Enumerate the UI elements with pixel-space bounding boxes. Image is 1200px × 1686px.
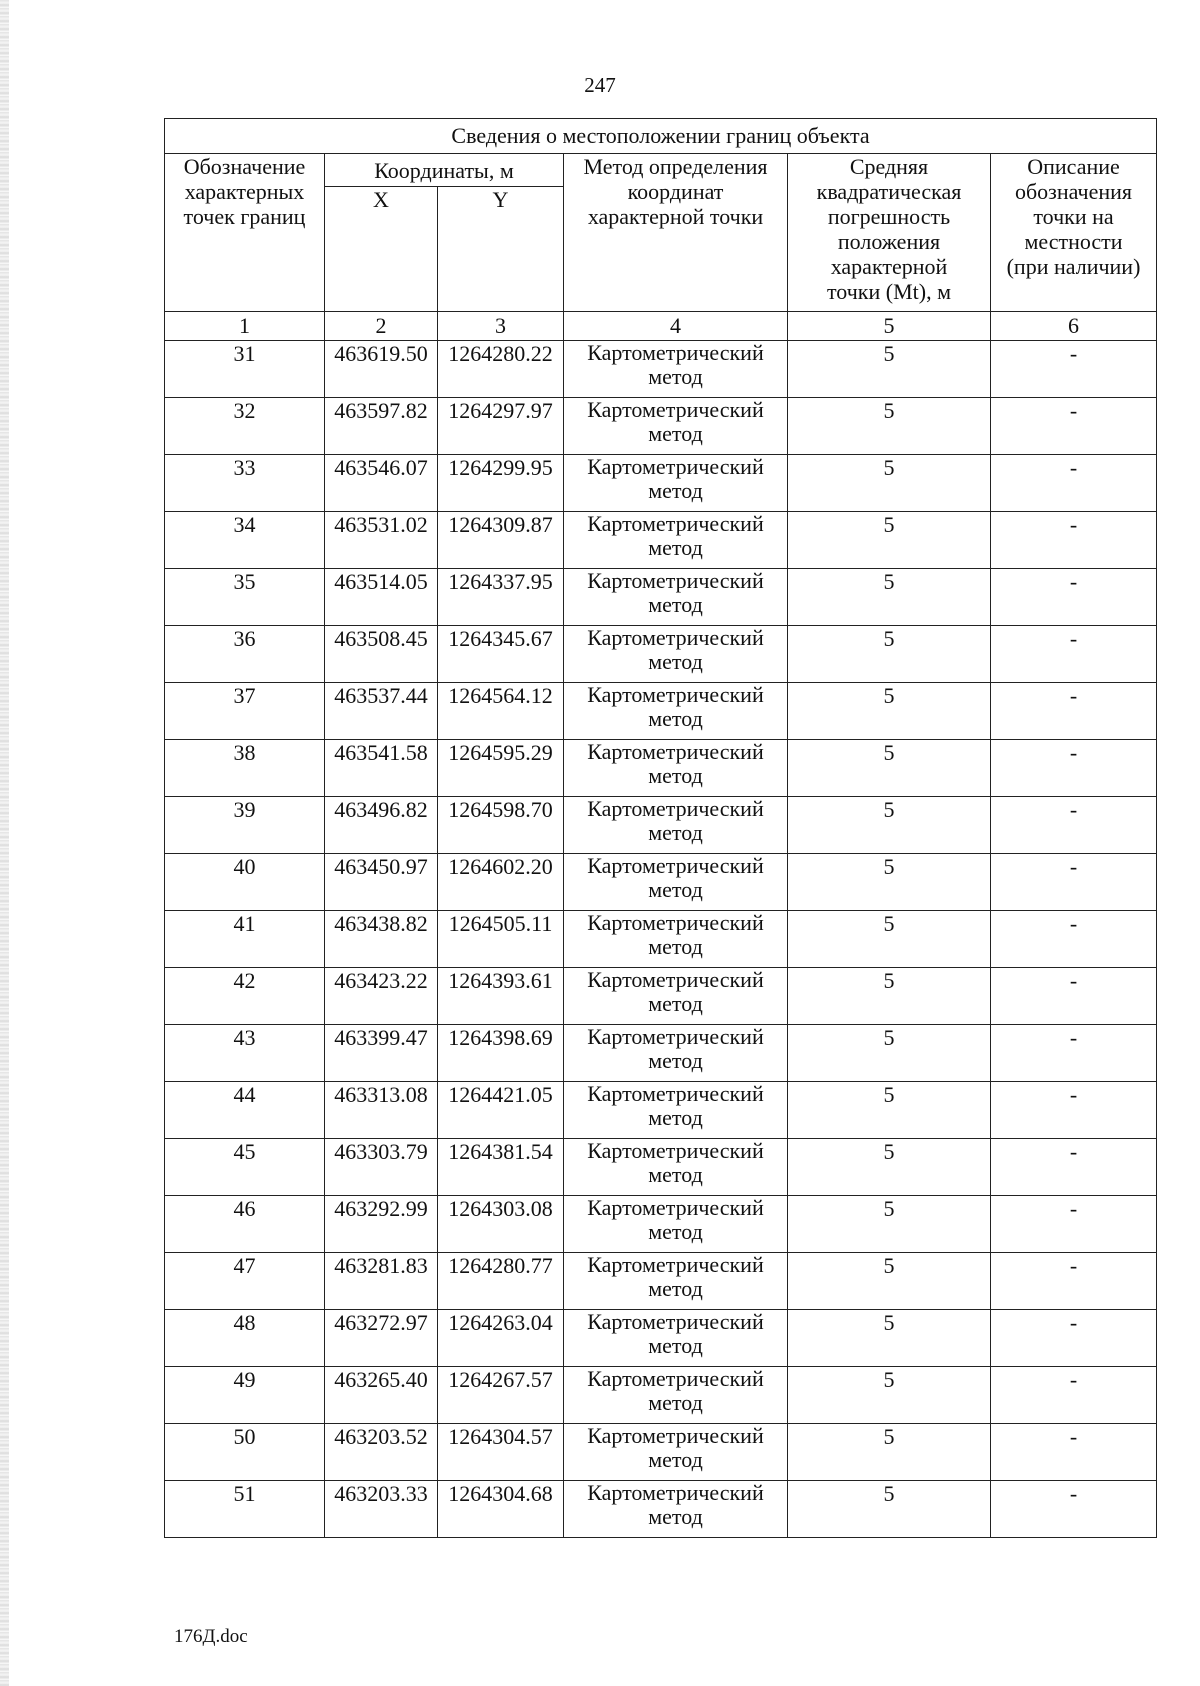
header-mean-square-error (788, 154, 991, 312)
method-line: метод (648, 535, 703, 560)
x-coordinate-cell: 463496.82 (325, 797, 438, 854)
method-line: Картометрический (587, 1024, 764, 1049)
method-line: Картометрический (587, 1081, 764, 1106)
x-coordinate-cell: 463272.97 (325, 1310, 438, 1367)
y-coordinate-cell: 1264595.29 (438, 740, 564, 797)
y-coordinate-cell: 1264393.61 (438, 968, 564, 1025)
method-line: Картометрический (587, 1366, 764, 1391)
point-cell: 33 (165, 455, 325, 512)
method-cell (564, 1367, 788, 1424)
error-cell: 5 (788, 854, 991, 911)
y-coordinate-cell: 1264304.57 (438, 1424, 564, 1481)
y-coordinate-cell: 1264505.11 (438, 911, 564, 968)
method-line: Картометрический (587, 1423, 764, 1448)
method-line: метод (648, 478, 703, 503)
boundary-coordinates-table (164, 118, 1157, 1538)
method-line: метод (648, 820, 703, 845)
error-cell: 5 (788, 740, 991, 797)
header-point-designation (165, 154, 325, 312)
error-cell: 5 (788, 1367, 991, 1424)
method-cell (564, 1082, 788, 1139)
error-cell: 5 (788, 1139, 991, 1196)
method-line: Картометрический (587, 1252, 764, 1277)
method-cell (564, 968, 788, 1025)
header-y: Y (438, 187, 564, 312)
table-row (165, 569, 1157, 626)
point-cell: 43 (165, 1025, 325, 1082)
method-cell (564, 626, 788, 683)
y-coordinate-cell: 1264598.70 (438, 797, 564, 854)
description-cell: - (991, 341, 1157, 398)
error-cell: 5 (788, 1196, 991, 1253)
description-cell: - (991, 1196, 1157, 1253)
point-cell: 36 (165, 626, 325, 683)
x-coordinate-cell: 463313.08 (325, 1082, 438, 1139)
point-cell: 47 (165, 1253, 325, 1310)
method-line: Картометрический (587, 1480, 764, 1505)
description-cell: - (991, 1310, 1157, 1367)
header-method-line: Метод определения (583, 154, 768, 179)
table-row (165, 1253, 1157, 1310)
column-number: 3 (438, 312, 564, 341)
header-error-line: квадратическая (816, 179, 962, 204)
column-number: 5 (788, 312, 991, 341)
page-number: 247 (584, 73, 616, 97)
x-coordinate-cell: 463450.97 (325, 854, 438, 911)
method-line: Картометрический (587, 625, 764, 650)
x-coordinate-cell: 463508.45 (325, 626, 438, 683)
method-cell (564, 455, 788, 512)
error-cell: 5 (788, 1481, 991, 1538)
column-number: 1 (165, 312, 325, 341)
x-coordinate-cell: 463597.82 (325, 398, 438, 455)
header-method-line: координат (627, 179, 724, 204)
error-cell: 5 (788, 569, 991, 626)
method-cell (564, 569, 788, 626)
table-row (165, 1082, 1157, 1139)
description-cell: - (991, 626, 1157, 683)
y-coordinate-cell: 1264303.08 (438, 1196, 564, 1253)
method-line: метод (648, 421, 703, 446)
header-point-line: характерных (184, 179, 305, 204)
method-cell (564, 797, 788, 854)
y-coordinate-cell: 1264398.69 (438, 1025, 564, 1082)
method-line: Картометрический (587, 340, 764, 365)
error-cell: 5 (788, 1424, 991, 1481)
description-cell: - (991, 854, 1157, 911)
header-coordinates: Координаты, м (325, 154, 564, 187)
method-line: Картометрический (587, 1195, 764, 1220)
x-coordinate-cell: 463546.07 (325, 455, 438, 512)
method-line: метод (648, 1447, 703, 1472)
method-line: метод (648, 1276, 703, 1301)
point-cell: 42 (165, 968, 325, 1025)
method-cell (564, 911, 788, 968)
x-coordinate-cell: 463541.58 (325, 740, 438, 797)
column-number: 6 (991, 312, 1157, 341)
x-coordinate-cell: 463303.79 (325, 1139, 438, 1196)
table-row (165, 797, 1157, 854)
error-cell: 5 (788, 455, 991, 512)
table-title: Сведения о местоположении границ объекта (165, 119, 1157, 154)
method-cell (564, 1310, 788, 1367)
y-coordinate-cell: 1264263.04 (438, 1310, 564, 1367)
error-cell: 5 (788, 1082, 991, 1139)
method-line: метод (648, 1333, 703, 1358)
x-coordinate-cell: 463203.33 (325, 1481, 438, 1538)
x-coordinate-cell: 463265.40 (325, 1367, 438, 1424)
method-line: Картометрический (587, 682, 764, 707)
header-error-line: точки (Mt), м (826, 279, 952, 304)
method-line: Картометрический (587, 853, 764, 878)
x-coordinate-cell: 463423.22 (325, 968, 438, 1025)
error-cell: 5 (788, 398, 991, 455)
table-row (165, 1367, 1157, 1424)
y-coordinate-cell: 1264345.67 (438, 626, 564, 683)
point-cell: 40 (165, 854, 325, 911)
header-method (564, 154, 788, 312)
y-coordinate-cell: 1264564.12 (438, 683, 564, 740)
error-cell: 5 (788, 341, 991, 398)
method-line: метод (648, 1219, 703, 1244)
error-cell: 5 (788, 1025, 991, 1082)
point-cell: 44 (165, 1082, 325, 1139)
y-coordinate-cell: 1264602.20 (438, 854, 564, 911)
method-line: метод (648, 706, 703, 731)
header-description-line: Описание (1027, 154, 1120, 179)
method-cell (564, 683, 788, 740)
header-point-line: Обозначение (183, 154, 306, 179)
method-line: метод (648, 763, 703, 788)
method-cell (564, 341, 788, 398)
method-line: метод (648, 592, 703, 617)
header-point-line: точек границ (183, 204, 306, 229)
table-row (165, 626, 1157, 683)
y-coordinate-cell: 1264267.57 (438, 1367, 564, 1424)
table-row (165, 1025, 1157, 1082)
description-cell: - (991, 398, 1157, 455)
point-cell: 34 (165, 512, 325, 569)
description-cell: - (991, 1424, 1157, 1481)
x-coordinate-cell: 463203.52 (325, 1424, 438, 1481)
description-cell: - (991, 1253, 1157, 1310)
method-cell (564, 1196, 788, 1253)
y-coordinate-cell: 1264337.95 (438, 569, 564, 626)
method-line: метод (648, 1390, 703, 1415)
description-cell: - (991, 1481, 1157, 1538)
y-coordinate-cell: 1264421.05 (438, 1082, 564, 1139)
method-cell (564, 854, 788, 911)
method-line: метод (648, 934, 703, 959)
point-cell: 49 (165, 1367, 325, 1424)
point-cell: 37 (165, 683, 325, 740)
method-line: Картометрический (587, 454, 764, 479)
y-coordinate-cell: 1264280.77 (438, 1253, 564, 1310)
header-description-line: точки на (1033, 204, 1114, 229)
header-error-line: положения (837, 229, 941, 254)
x-coordinate-cell: 463537.44 (325, 683, 438, 740)
column-number-row (165, 312, 1157, 341)
table-row (165, 341, 1157, 398)
point-cell: 31 (165, 341, 325, 398)
header-description (991, 154, 1157, 312)
point-cell: 38 (165, 740, 325, 797)
description-cell: - (991, 1025, 1157, 1082)
x-coordinate-cell: 463531.02 (325, 512, 438, 569)
column-number: 2 (325, 312, 438, 341)
method-line: Картометрический (587, 397, 764, 422)
table-row (165, 683, 1157, 740)
method-cell (564, 398, 788, 455)
table-row (165, 1424, 1157, 1481)
method-line: метод (648, 364, 703, 389)
description-cell: - (991, 740, 1157, 797)
point-cell: 45 (165, 1139, 325, 1196)
description-cell: - (991, 911, 1157, 968)
table-row (165, 512, 1157, 569)
column-number: 4 (564, 312, 788, 341)
error-cell: 5 (788, 968, 991, 1025)
header-description-line: местности (1024, 229, 1123, 254)
description-cell: - (991, 1082, 1157, 1139)
method-line: Картометрический (587, 739, 764, 764)
description-cell: - (991, 512, 1157, 569)
table-row (165, 1310, 1157, 1367)
method-line: метод (648, 1504, 703, 1529)
y-coordinate-cell: 1264309.87 (438, 512, 564, 569)
error-cell: 5 (788, 1310, 991, 1367)
header-x: X (325, 187, 438, 312)
header-error-line: характерной (830, 254, 948, 279)
table-row (165, 854, 1157, 911)
table-row (165, 1481, 1157, 1538)
document-filename: 176Д.doc (174, 1626, 248, 1647)
description-cell: - (991, 797, 1157, 854)
description-cell: - (991, 455, 1157, 512)
scan-edge (0, 0, 9, 1686)
y-coordinate-cell: 1264280.22 (438, 341, 564, 398)
table-body (165, 341, 1157, 1538)
y-coordinate-cell: 1264299.95 (438, 455, 564, 512)
method-line: метод (648, 991, 703, 1016)
description-cell: - (991, 683, 1157, 740)
method-cell (564, 1025, 788, 1082)
description-cell: - (991, 968, 1157, 1025)
error-cell: 5 (788, 512, 991, 569)
method-line: метод (648, 649, 703, 674)
point-cell: 39 (165, 797, 325, 854)
table-row (165, 911, 1157, 968)
method-cell (564, 1139, 788, 1196)
method-cell (564, 740, 788, 797)
x-coordinate-cell: 463281.83 (325, 1253, 438, 1310)
header-description-line: (при наличии) (1006, 254, 1141, 279)
description-cell: - (991, 569, 1157, 626)
point-cell: 41 (165, 911, 325, 968)
method-line: Картометрический (587, 1309, 764, 1334)
table-row (165, 455, 1157, 512)
method-line: Картометрический (587, 511, 764, 536)
method-cell (564, 512, 788, 569)
method-line: Картометрический (587, 967, 764, 992)
method-line: Картометрический (587, 796, 764, 821)
y-coordinate-cell: 1264304.68 (438, 1481, 564, 1538)
table-row (165, 740, 1157, 797)
method-cell (564, 1424, 788, 1481)
error-cell: 5 (788, 626, 991, 683)
x-coordinate-cell: 463619.50 (325, 341, 438, 398)
header-description-line: обозначения (1014, 179, 1133, 204)
method-line: Картометрический (587, 568, 764, 593)
point-cell: 48 (165, 1310, 325, 1367)
point-cell: 51 (165, 1481, 325, 1538)
description-cell: - (991, 1139, 1157, 1196)
method-line: Картометрический (587, 1138, 764, 1163)
x-coordinate-cell: 463514.05 (325, 569, 438, 626)
error-cell: 5 (788, 683, 991, 740)
method-line: Картометрический (587, 910, 764, 935)
y-coordinate-cell: 1264297.97 (438, 398, 564, 455)
method-line: метод (648, 1162, 703, 1187)
point-cell: 35 (165, 569, 325, 626)
table-row (165, 1139, 1157, 1196)
header-error-line: погрешность (827, 204, 951, 229)
point-cell: 46 (165, 1196, 325, 1253)
method-line: метод (648, 1105, 703, 1130)
x-coordinate-cell: 463438.82 (325, 911, 438, 968)
x-coordinate-cell: 463292.99 (325, 1196, 438, 1253)
method-cell (564, 1481, 788, 1538)
method-cell (564, 1253, 788, 1310)
x-coordinate-cell: 463399.47 (325, 1025, 438, 1082)
method-line: метод (648, 877, 703, 902)
description-cell: - (991, 1367, 1157, 1424)
point-cell: 50 (165, 1424, 325, 1481)
table-row (165, 968, 1157, 1025)
error-cell: 5 (788, 1253, 991, 1310)
method-line: метод (648, 1048, 703, 1073)
header-error-line: Средняя (849, 154, 929, 179)
table-row (165, 1196, 1157, 1253)
error-cell: 5 (788, 797, 991, 854)
table-row (165, 398, 1157, 455)
header-method-line: характерной точки (587, 204, 764, 229)
point-cell: 32 (165, 398, 325, 455)
y-coordinate-cell: 1264381.54 (438, 1139, 564, 1196)
error-cell: 5 (788, 911, 991, 968)
